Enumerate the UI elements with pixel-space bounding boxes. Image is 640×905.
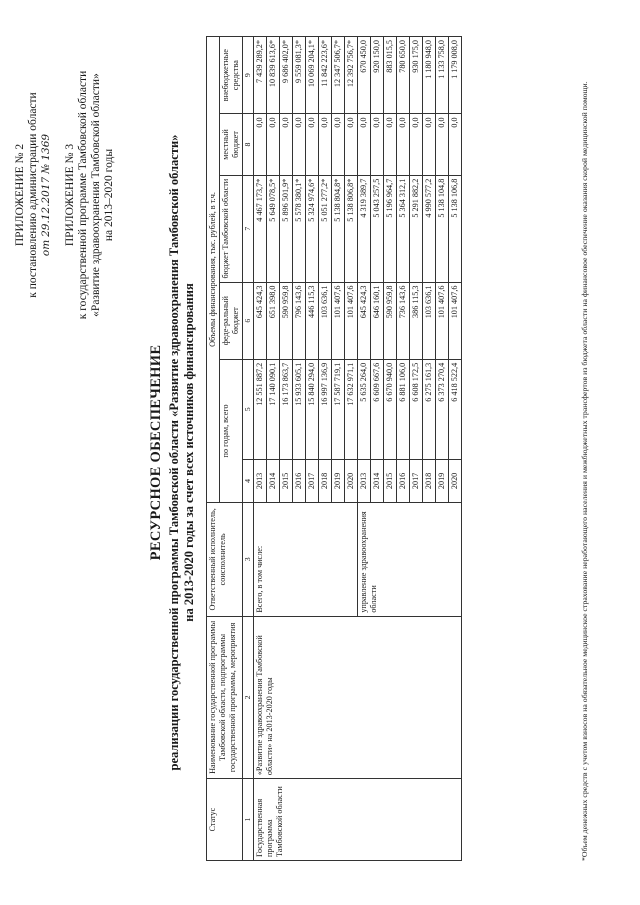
- federal-cell: 590 959,8: [280, 282, 293, 359]
- year-cell: 2016: [293, 459, 306, 502]
- column-number: 8: [243, 114, 254, 175]
- year-cell: 2014: [267, 459, 280, 502]
- total-cell: 6 418 522,4: [449, 359, 462, 459]
- extra-cell: 1 180 948,0: [423, 37, 436, 114]
- column-header-name: Наименование государственной программы Тамбовской области, подпрограммы государственной программы, мероприятия: [207, 616, 243, 779]
- total-cell: 16 997 136,9: [319, 359, 332, 459]
- column-number: 2: [243, 616, 254, 779]
- local-cell: 0,0: [293, 114, 306, 175]
- program-years: на 2013–2020 годы: [103, 148, 115, 242]
- extra-cell: 7 439 289,2*: [254, 37, 267, 114]
- federal-cell: 101 407,6: [332, 282, 345, 359]
- year-cell: 2014: [371, 459, 384, 502]
- federal-cell: 103 636,1: [319, 282, 332, 359]
- year-cell: 2017: [306, 459, 319, 502]
- extra-cell: 9 559 081,3*: [293, 37, 306, 114]
- year-cell: 2015: [384, 459, 397, 502]
- regional-cell: 5 138 804,8*: [332, 175, 345, 282]
- extra-cell: 780 650,0: [397, 37, 410, 114]
- local-cell: 0,0: [436, 114, 449, 175]
- total-cell: 6 275 161,3: [423, 359, 436, 459]
- appendix-2-label: ПРИЛОЖЕНИЕ № 2: [14, 143, 26, 247]
- total-cell: 17 632 971,1: [345, 359, 358, 459]
- year-cell: 2018: [319, 459, 332, 502]
- extra-cell: 10 069 204,1*: [306, 37, 319, 114]
- regional-cell: 4 990 577,2: [423, 175, 436, 282]
- regional-cell: 5 896 501,9*: [280, 175, 293, 282]
- total-cell: 5 635 264,0: [358, 359, 371, 459]
- total-cell: 6 881 106,0: [397, 359, 410, 459]
- federal-cell: 736 143,6: [397, 282, 410, 359]
- regional-cell: 5 051 277,2*: [319, 175, 332, 282]
- column-number: 9: [243, 37, 254, 114]
- column-header-volumes: Объемы финансирования, тыс. рублей, в т.ч.: [207, 37, 220, 503]
- regional-cell: 5 138 106,8: [449, 175, 462, 282]
- local-cell: 0,0: [449, 114, 462, 175]
- regional-cell: 5 291 882,2: [410, 175, 423, 282]
- column-number: 4: [243, 459, 254, 502]
- total-cell: 6 670 940,0: [384, 359, 397, 459]
- year-cell: 2016: [397, 459, 410, 502]
- executor-total-cell: Всего, в том числе:: [254, 503, 358, 617]
- year-cell: 2020: [449, 459, 462, 502]
- column-number: 3: [243, 503, 254, 617]
- regional-cell: 5 043 257,5: [371, 175, 384, 282]
- decree-number: № 1369: [40, 133, 52, 174]
- regional-cell: 5 138 806,8*: [345, 175, 358, 282]
- extra-cell: 1 179 008,0: [449, 37, 462, 114]
- appendix-3-label: ПРИЛОЖЕНИЕ № 3: [64, 143, 76, 247]
- local-cell: 0,0: [332, 114, 345, 175]
- federal-cell: 645 424,3: [254, 282, 267, 359]
- total-cell: 15 933 605,1: [293, 359, 306, 459]
- column-number: 5: [243, 359, 254, 459]
- appendix-2-header: [14, 45, 53, 345]
- total-cell: 17 140 090,1: [267, 359, 280, 459]
- total-cell: 6 609 667,6: [371, 359, 384, 459]
- local-cell: 0,0: [345, 114, 358, 175]
- regional-cell: 5 649 078,5*: [267, 175, 280, 282]
- regional-cell: 5 324 974,6*: [306, 175, 319, 282]
- extra-cell: 930 175,0: [410, 37, 423, 114]
- total-cell: 6 373 270,4: [436, 359, 449, 459]
- appendix-3-header: [64, 45, 116, 345]
- federal-cell: 590 959,8: [384, 282, 397, 359]
- total-cell: 16 173 863,7: [280, 359, 293, 459]
- local-cell: 0,0: [423, 114, 436, 175]
- federal-cell: 101 407,6: [449, 282, 462, 359]
- year-cell: 2019: [436, 459, 449, 502]
- regional-cell: 5 196 964,7: [384, 175, 397, 282]
- local-cell: 0,0: [319, 114, 332, 175]
- extra-cell: 12 392 756,7*: [345, 37, 358, 114]
- total-cell: 17 587 719,1: [332, 359, 345, 459]
- decree-date-line: [40, 45, 53, 345]
- column-number: 6: [243, 282, 254, 359]
- column-header-status: Статус: [207, 779, 243, 861]
- extra-cell: 9 686 402,0*: [280, 37, 293, 114]
- federal-cell: 646 160,1: [371, 282, 384, 359]
- document-subtitle-2: на 2013-2020 годы за счет всех источников финансирования: [182, 283, 196, 622]
- federal-cell: 796 143,6: [293, 282, 306, 359]
- year-cell: 2019: [332, 459, 345, 502]
- table-row: [254, 37, 267, 861]
- column-number: 1: [243, 779, 254, 861]
- extra-cell: 920 150,0: [371, 37, 384, 114]
- table-body: [254, 37, 462, 861]
- extra-cell: 10 839 613,6*: [267, 37, 280, 114]
- extra-cell: 883 015,5: [384, 37, 397, 114]
- federal-cell: 651 398,0: [267, 282, 280, 359]
- column-header-executor: Ответственный исполнитель, соисполнитель: [207, 503, 243, 617]
- regional-cell: 4 319 389,7: [358, 175, 371, 282]
- regional-cell: 5 364 312,1: [397, 175, 410, 282]
- column-number-row: [243, 37, 254, 861]
- year-cell: 2013: [358, 459, 371, 502]
- local-cell: 0,0: [306, 114, 319, 175]
- federal-cell: 645 424,3: [358, 282, 371, 359]
- column-header-regional: бюджет Тамбовской области: [220, 175, 243, 282]
- local-cell: 0,0: [410, 114, 423, 175]
- program-reference: к государственной программе Тамбовской области: [77, 70, 89, 320]
- regional-cell: 4 467 173,7*: [254, 175, 267, 282]
- financing-table: [206, 36, 462, 861]
- year-cell: 2018: [423, 459, 436, 502]
- federal-cell: 446 115,3: [306, 282, 319, 359]
- decree-date-prefix: от: [40, 239, 52, 257]
- year-cell: 2013: [254, 459, 267, 502]
- federal-cell: 386 115,3: [410, 282, 423, 359]
- total-cell: 12 551 887,2: [254, 359, 267, 459]
- column-header-by-year: по годам, всего: [220, 359, 243, 502]
- total-cell: 6 608 172,5: [410, 359, 423, 459]
- local-cell: 0,0: [397, 114, 410, 175]
- local-cell: 0,0: [371, 114, 384, 175]
- federal-cell: 101 407,6: [345, 282, 358, 359]
- local-cell: 0,0: [280, 114, 293, 175]
- footnote: *Объем денежных средств с учетом взносов на обязательное медицинское страхование неработающего населения и межбюджетных трансфертов из бюджета области на финансовое обеспечение оказания скорой медицинской помощи.: [580, 81, 589, 861]
- year-cell: 2020: [345, 459, 358, 502]
- program-name: «Развитие здравоохранения Тамбовской области»: [90, 73, 102, 317]
- regional-cell: 5 578 380,1*: [293, 175, 306, 282]
- program-status-cell: Государственная программа Тамбовской области: [254, 779, 462, 861]
- federal-cell: 101 407,6: [436, 282, 449, 359]
- local-cell: 0,0: [254, 114, 267, 175]
- local-cell: 0,0: [267, 114, 280, 175]
- extra-cell: 670 450,0: [358, 37, 371, 114]
- regional-cell: 5 138 104,8: [436, 175, 449, 282]
- column-header-local: местный бюджет: [220, 114, 243, 175]
- decree-date: 29.12.2017: [40, 176, 52, 237]
- local-cell: 0,0: [384, 114, 397, 175]
- total-cell: 15 840 294,0: [306, 359, 319, 459]
- column-number: 7: [243, 175, 254, 282]
- extra-cell: 11 842 223,6*: [319, 37, 332, 114]
- executor-department-cell: управление здравоохранения области: [358, 503, 462, 617]
- extra-cell: 12 347 506,7*: [332, 37, 345, 114]
- extra-cell: 1 133 758,0: [436, 37, 449, 114]
- year-cell: 2015: [280, 459, 293, 502]
- program-name-cell: «Развитие здравоохранения Тамбовской области» на 2013-2020 годы: [254, 616, 462, 779]
- federal-cell: 103 636,1: [423, 282, 436, 359]
- column-header-federal: феде-ральный бюджет: [220, 282, 243, 359]
- table-header-row: [207, 37, 220, 861]
- column-header-extra: внебюджетные средства: [220, 37, 243, 114]
- year-cell: 2017: [410, 459, 423, 502]
- local-cell: 0,0: [358, 114, 371, 175]
- document-title: РЕСУРСНОЕ ОБЕСПЕЧЕНИЕ: [148, 344, 164, 561]
- decree-reference: к постановлению администрации области: [27, 92, 39, 298]
- document-subtitle: реализации государственной программы Тамбовской области «Развитие здравоохранения Тамбовской области»: [167, 134, 181, 771]
